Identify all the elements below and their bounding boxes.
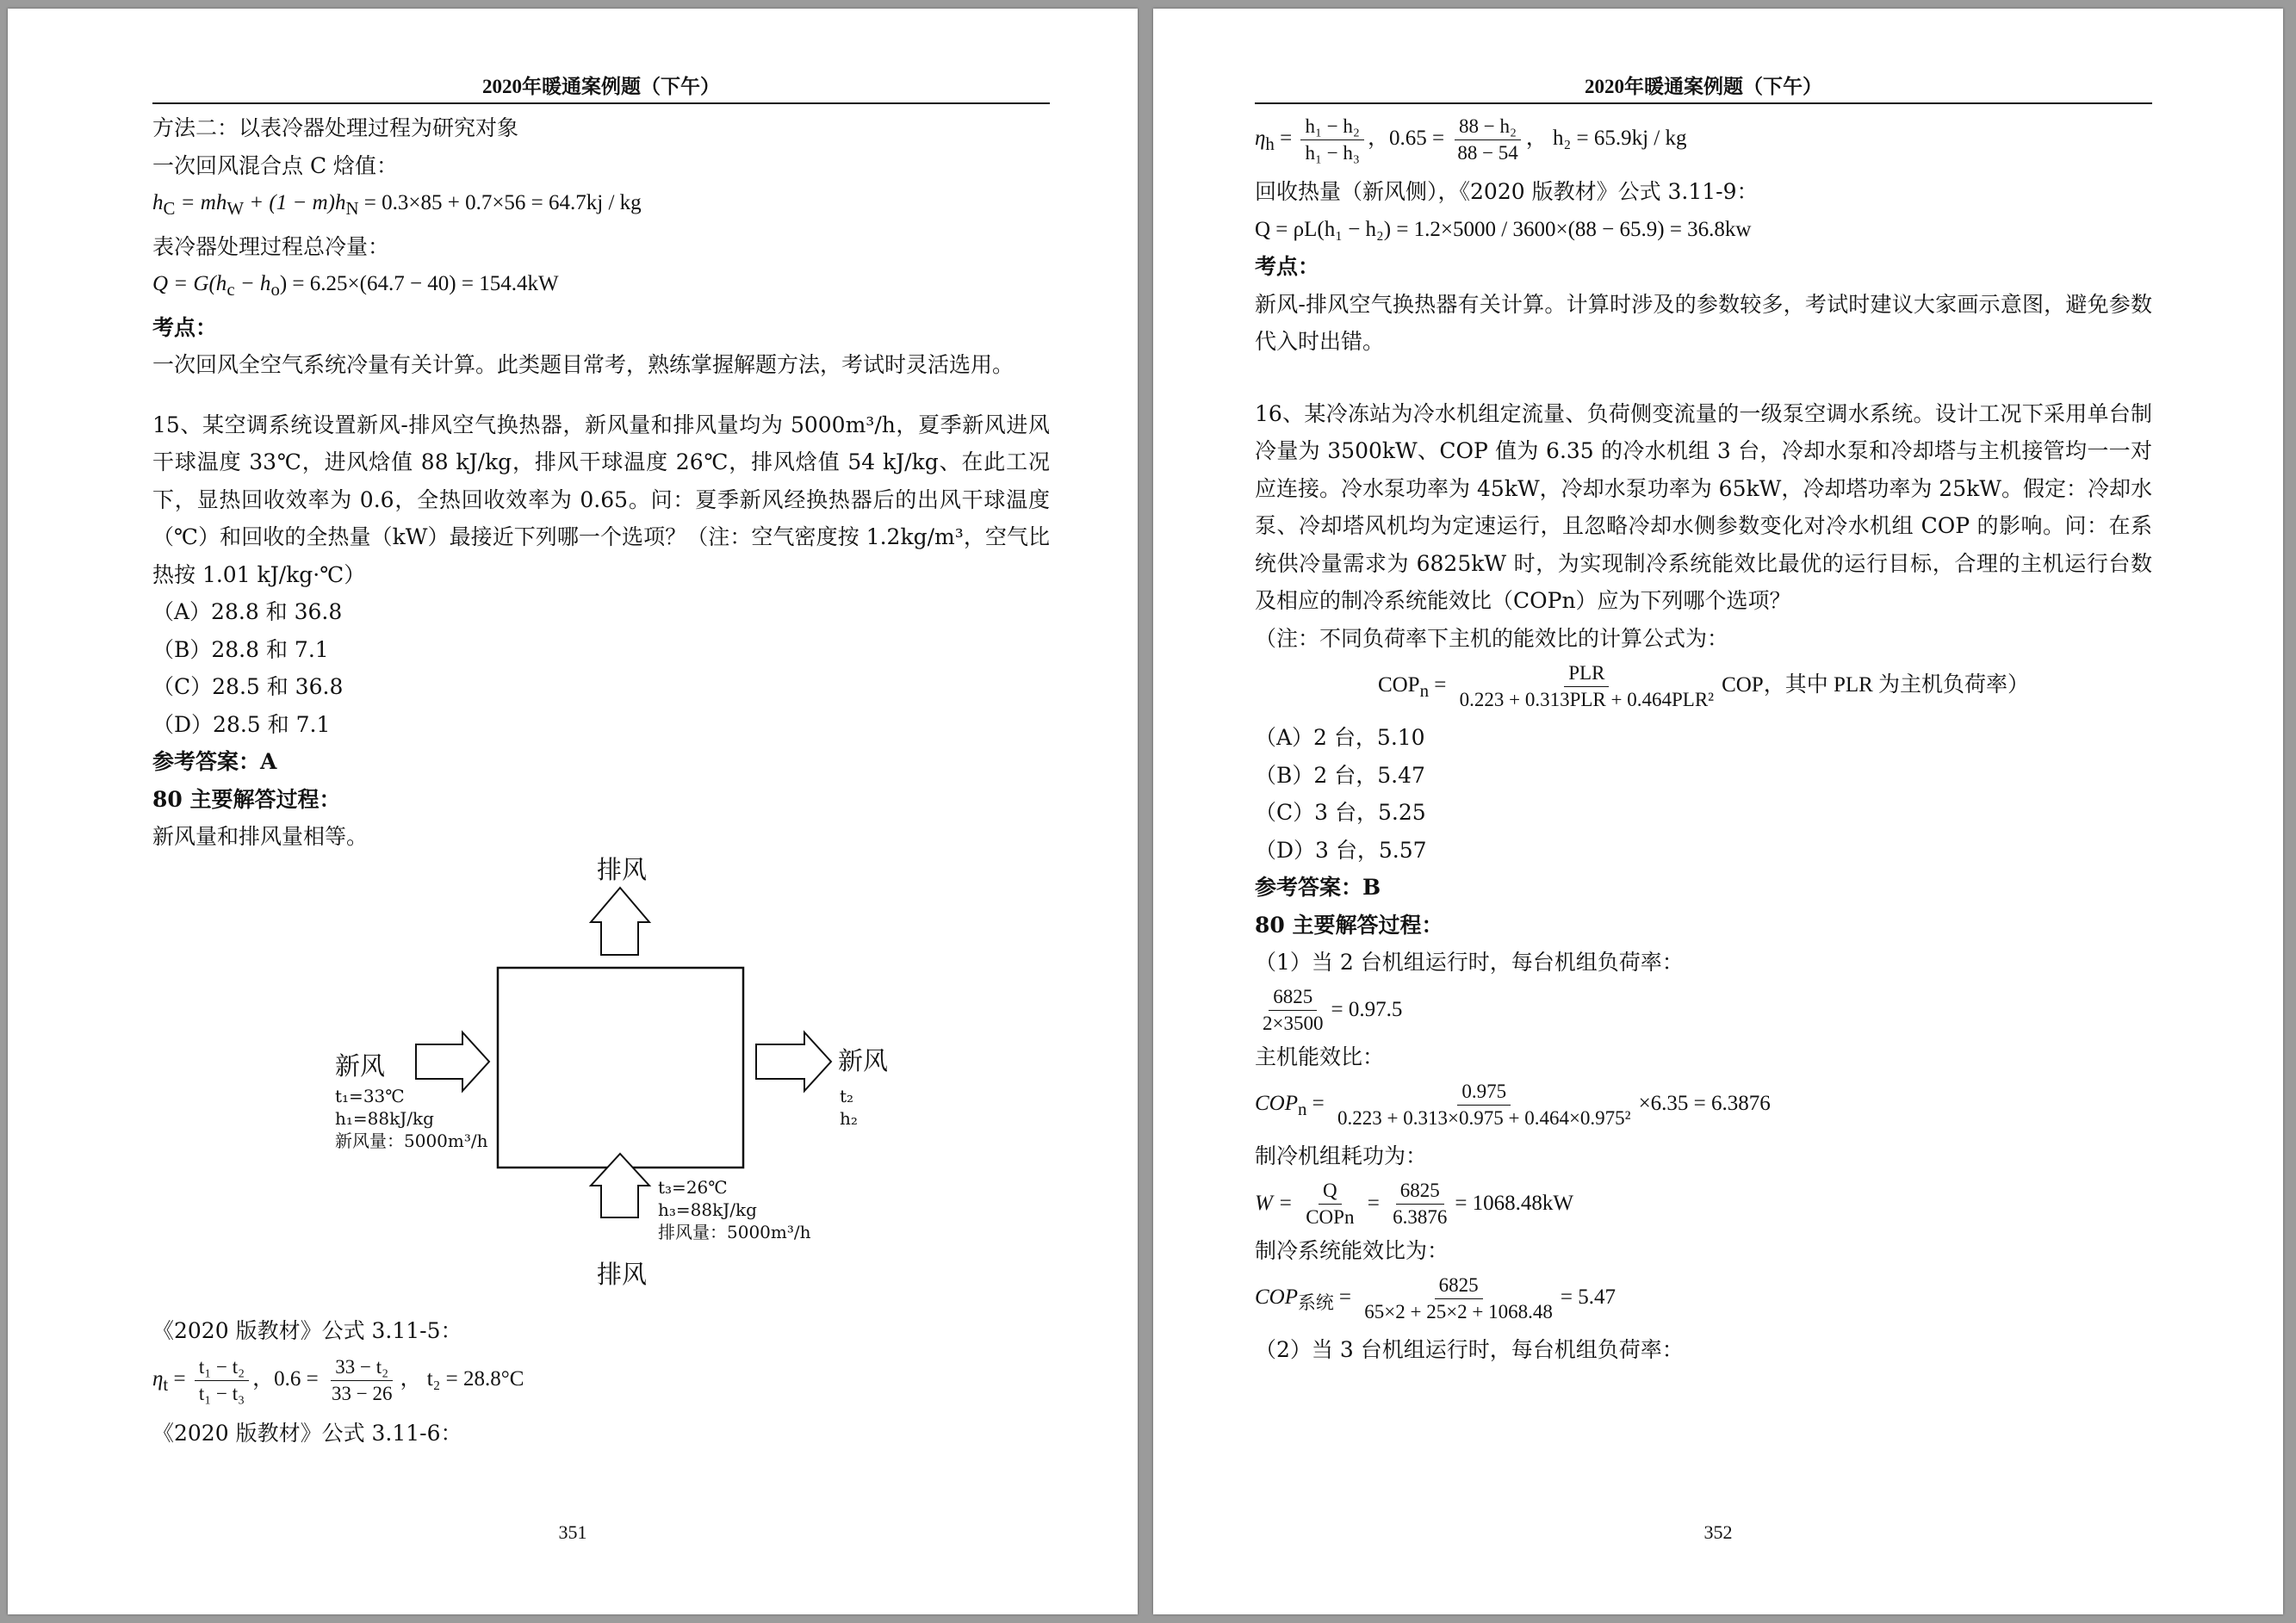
- fraction: $\frac{\text{33 − t₂}}{33 - 26}$: [331, 1355, 393, 1404]
- option-a: （A）28.8 和 36.8: [152, 599, 343, 624]
- label-h1: h₁=88kJ/kg: [335, 1107, 434, 1129]
- system-cop-label: 制冷系统能效比为：: [1255, 1237, 1449, 1263]
- equation-eta-t: $\eta_t$ = $\frac{\text{t₁ − t₂}}{\text{t₁ − t₃}}$ ，0.6 = $\frac{\text{33 − t₂}}{33 - 26}$ ， t₂ = 28.8°C: [152, 1349, 1050, 1415]
- label-t1: t₁=33℃: [335, 1085, 405, 1106]
- question-15: 15、某空调系统设置新风-排风空气换热器，新风量和排风量均为 5000m³/h，夏季新风进风干球温度 33℃，进风焓值 88 kJ/kg，排风干球温度 26℃，排风焓值 54 kJ/kg、在此工况下，显热回收效率为 0.6，全热回收效率为 0.65。问：夏季新风经换热器后的出风干球温度（℃）和回收的全热量（kW）最接近下列哪一个选项？（注：空气密度按 1.2kg/m³，空气比热按 1.01 kJ/kg·℃）: [152, 412, 1050, 587]
- ref-formula-3-11-6: 《2020 版教材》公式 3.11-6：: [152, 1421, 462, 1446]
- label-fresh-flow: 新风量：5000m³/h: [335, 1130, 488, 1151]
- equal-flow-note: 新风量和排风量相等。: [152, 824, 369, 849]
- cop-label: 主机能效比：: [1255, 1044, 1385, 1069]
- question-16: 16、某冷冻站为冷水机组定流量、负荷侧变流量的一级泵空调水系统。设计工况下采用单台制冷量为 3500kW、COP 值为 6.35 的冷水机组 3 台，冷却水泵和冷却塔与主机接管均一一对应连接。冷水泵功率为 45kW，冷却水泵功率为 65kW，冷却塔功率为 25kW。假定：冷却水泵、冷却塔风机均为定速运行，且忽略冷却水侧参数变化对冷水机组 COP 的影响。问：在系统供冷量需求为 6825kW 时，为实现制冷系统能效比最优的运行目标，合理的主机运行台数及相应的制冷系统能效比（COPn）应为下列哪个选项？: [1255, 400, 2152, 613]
- label-exhaust-flow: 排风量：5000m³/h: [658, 1221, 811, 1242]
- label-t2: t₂: [840, 1085, 854, 1106]
- label-t3: t₃=26℃: [658, 1176, 728, 1198]
- load-rate-equation: $\frac{6825}{2\times 3500}$ = 0.97.5: [1255, 982, 2152, 1038]
- power-calc-equation: W = $\frac{Q}{\text{COPn}}$ = $\frac{6825}{6.3876}$ = 1068.48kW: [1255, 1175, 2152, 1232]
- label-h3: h₃=88kJ/kg: [658, 1199, 757, 1220]
- equation-recovery: Q = ρL(h₁ − h₂) = 1.2×5000 / 3600×(88 − 65.9) = 36.8kw: [1255, 217, 1752, 241]
- process-title: 80 主要解答过程：: [152, 786, 341, 812]
- label-h2: h₂: [840, 1107, 858, 1129]
- fraction: $\frac{\text{88 − h₂}}{88 - 54}$: [1453, 114, 1522, 166]
- fraction: $\frac{Q}{\text{COPn}}$: [1306, 1180, 1355, 1229]
- note-intro: （注：不同负荷率下主机的能效比的计算公式为：: [1255, 625, 1729, 651]
- fraction: $\frac{6825}{2\times 3500}$: [1263, 986, 1324, 1035]
- total-cooling-label: 表冷器处理过程总冷量：: [152, 233, 390, 259]
- equation-hc: $h_C = mh_W + (1 - m)h_N = 0.3\times 85 + 0.7\times 56 = 64.7kj$ / kg: [152, 191, 642, 219]
- exhaust-in-arrow: [591, 1154, 649, 1217]
- exchanger-box: [498, 968, 743, 1168]
- diagram-shapes: [152, 856, 1050, 1312]
- page-header: 2020年暖通案例题（下午）: [152, 71, 1050, 104]
- fraction: $\frac{6825}{65\times 2 + 25\times 2 + 1068.48}$: [1364, 1273, 1553, 1323]
- page-352: [1153, 9, 2283, 1614]
- power-label: 制冷机组耗功为：: [1255, 1143, 1428, 1168]
- fraction: $\frac{6825}{6.3876}$: [1393, 1180, 1448, 1229]
- fresh-in-arrow: [416, 1032, 489, 1091]
- option-d: （D）3 台，5.57: [1255, 837, 1427, 863]
- heat-exchanger-diagram: [152, 856, 1050, 1312]
- option-b: （B）28.8 和 7.1: [152, 636, 329, 662]
- process-title: 80 主要解答过程：: [1255, 912, 1443, 938]
- fraction: $\frac{\text{PLR}}{\text{0.223 + 0.313PLR + 0.464PLR²}}$: [1459, 661, 1715, 710]
- step-two: （2）当 3 台机组运行时，每台机组负荷率：: [1255, 1337, 1684, 1362]
- system-cop-equation: $COP_{系统}$ = $\frac{6825}{65\times 2 + 25\times 2 + 1068.48}$ = 5.47: [1255, 1269, 2152, 1331]
- page-number: 352: [1703, 1521, 1733, 1543]
- key-point-label: 考点：: [1255, 254, 1320, 279]
- step-one: （1）当 2 台机组运行时，每台机组负荷率：: [1255, 950, 1684, 975]
- label-fresh-in: 新风: [335, 1050, 386, 1081]
- option-c: （C）3 台，5.25: [1255, 800, 1426, 825]
- page-content: [152, 71, 1050, 1453]
- method-two: 方法二：以表冷器处理过程为研究对象: [152, 115, 519, 140]
- option-c: （C）28.5 和 36.8: [152, 674, 344, 699]
- reference-answer: 参考答案：A: [152, 749, 277, 774]
- page-number: 351: [558, 1521, 587, 1543]
- label-fresh-out: 新风: [838, 1045, 889, 1075]
- equation-q: $Q = G(h_c - h_o) = 6.25\times(64.7 - 40) = 154.4kW$: [152, 272, 559, 300]
- point-c-label: 一次回风混合点 C 焓值：: [152, 152, 399, 178]
- option-d: （D）28.5 和 7.1: [152, 711, 331, 737]
- ref-formula-3-11-5: 《2020 版教材》公式 3.11-5：: [152, 1317, 462, 1343]
- option-a: （A）2 台，5.10: [1255, 725, 1425, 750]
- recovery-label: 回收热量（新风侧），《2020 版教材》公式 3.11-9：: [1255, 179, 1759, 204]
- page-351: [8, 9, 1138, 1614]
- cop-formula: $COP_n$ = $\frac{\text{PLR}}{\text{0.223 + 0.313PLR + 0.464PLR²}}$ COP，其中 PLR 为主机负荷率）: [1255, 657, 2152, 719]
- page-header: 2020年暖通案例题（下午）: [1255, 71, 2152, 104]
- equation-eta-h: $\eta_h$ = $\frac{\text{h₁ − h₂}}{\text{h₁ − h₃}}$ ，0.65 = $\frac{\text{88 − h₂}}{88 - 54}$ ， h₂ = 65.9kj / kg: [1255, 109, 2152, 173]
- fraction: $\frac{\text{t₁ − t₂}}{\text{t₁ − t₃}}$: [195, 1354, 249, 1407]
- key-point-label: 考点：: [152, 314, 218, 340]
- label-exhaust-bottom: 排风: [597, 1259, 648, 1289]
- key-point-text: 新风-排风空气换热器有关计算。计算时涉及的参数较多，考试时建议大家画示意图，避免参数代入时出错。: [1255, 291, 2152, 354]
- label-exhaust-top: 排风: [597, 854, 648, 884]
- option-b: （B）2 台，5.47: [1255, 762, 1425, 788]
- fraction: $\frac{\text{h₁ − h₂}}{\text{h₁ − h₃}}$: [1300, 114, 1364, 166]
- reference-answer: 参考答案：B: [1255, 875, 1381, 900]
- cop-calc-equation: $COP_n$ = $\frac{0.975}{\text{0.223 + 0.313×0.975 + 0.464×0.975²}}$ ×6.35 = 6.3876: [1255, 1075, 2152, 1137]
- page-content: [1255, 71, 2152, 1369]
- exhaust-out-arrow: [591, 888, 649, 955]
- fresh-out-arrow: [756, 1032, 831, 1091]
- fraction: $\frac{0.975}{\text{0.223 + 0.313×0.975 + 0.464×0.975²}}$: [1337, 1080, 1631, 1129]
- key-point-text: 一次回风全空气系统冷量有关计算。此类题目常考，熟练掌握解题方法，考试时灵活选用。: [152, 352, 1015, 377]
